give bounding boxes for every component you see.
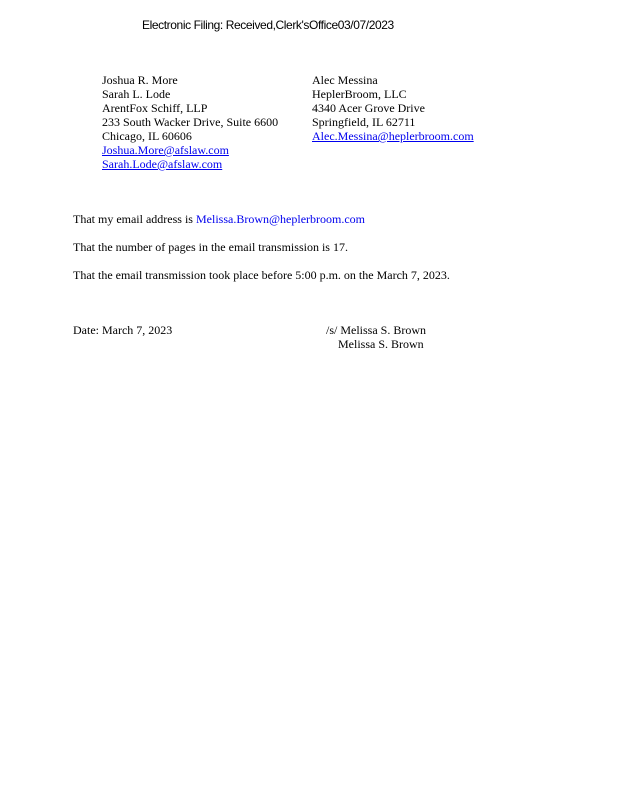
- email-link-melissa-brown[interactable]: Melissa.Brown@heplerbroom.com: [195, 212, 366, 226]
- recipient-city: Springfield, IL 62711: [312, 115, 416, 129]
- filing-stamp: Electronic Filing: Received,Clerk'sOffice03/07/2023: [142, 18, 394, 32]
- recipient-street: 4340 Acer Grove Drive: [312, 101, 425, 115]
- electronic-signature: /s/ Melissa S. Brown: [326, 323, 427, 337]
- recipient-name: Alec Messina: [312, 73, 378, 87]
- signature-date: Date: March 7, 2023: [73, 323, 173, 337]
- recipient-name: Joshua R. More: [102, 73, 178, 87]
- recipient-street: 233 South Wacker Drive, Suite 6600: [102, 115, 279, 129]
- signer-name: Melissa S. Brown: [338, 337, 424, 351]
- recipient-firm: ArentFox Schiff, LLP: [102, 101, 208, 115]
- recipient-city: Chicago, IL 60606: [102, 129, 192, 143]
- statement-time: That the email transmission took place before 5:00 p.m. on the March 7, 2023.: [73, 268, 450, 282]
- email-link-alec-messina[interactable]: Alec.Messina@heplerbroom.com: [312, 129, 474, 143]
- statement-email: [73, 212, 365, 227]
- email-link-sarah-lode[interactable]: Sarah.Lode@afslaw.com: [102, 157, 223, 171]
- service-address-right: [312, 73, 474, 143]
- statement-pages: That the number of pages in the email transmission is 17.: [73, 240, 348, 254]
- recipient-firm: HeplerBroom, LLC: [312, 87, 407, 101]
- recipient-name: Sarah L. Lode: [102, 87, 171, 101]
- statement-email-prefix: That my email address is: [73, 212, 196, 226]
- service-address-left: [102, 73, 278, 171]
- email-link-joshua-more[interactable]: Joshua.More@afslaw.com: [102, 143, 229, 157]
- signature-block: [326, 323, 426, 351]
